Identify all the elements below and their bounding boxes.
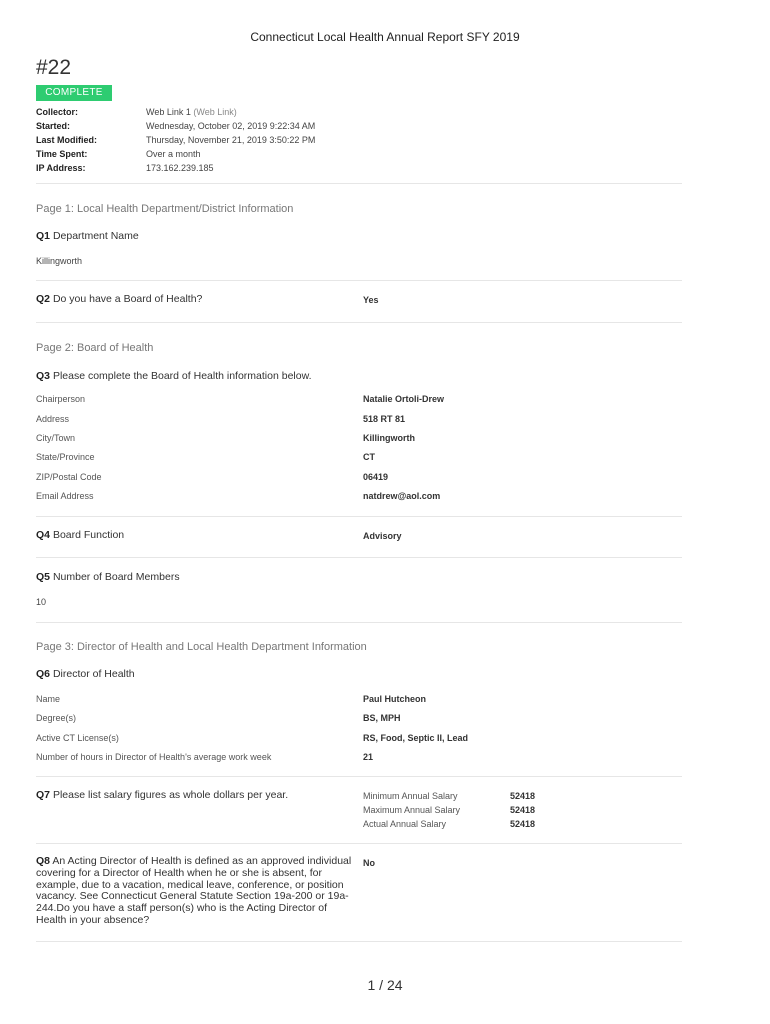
collector-sub: (Web Link) [193, 107, 237, 117]
q6-question [36, 668, 135, 680]
q7-row-label: Maximum Annual Salary [363, 805, 461, 815]
q3-row-label: State/Province [36, 452, 95, 462]
q7-row-value: 52418 [510, 791, 536, 801]
q7-row-value: 52418 [510, 805, 536, 815]
page1-heading: Page 1: Local Health Department/District Information [36, 203, 294, 215]
divider [36, 941, 682, 942]
q7-question [36, 789, 288, 801]
q3-number: Q3 [36, 370, 51, 382]
q6-row-value: RS, Food, Septic II, Lead [363, 733, 469, 743]
q8-number: Q8 [36, 855, 51, 867]
q3-row-value: Natalie Ortoli-Drew [363, 394, 445, 404]
q1-number: Q1 [36, 230, 51, 242]
q3-row-label: City/Town [36, 433, 76, 443]
divider [36, 776, 682, 777]
q3-row-value: Killingworth [363, 433, 415, 443]
q5-number: Q5 [36, 571, 51, 583]
q3-row-value: 06419 [363, 472, 389, 482]
divider [36, 843, 682, 844]
status-badge: COMPLETE [36, 85, 112, 101]
q7-number: Q7 [36, 789, 51, 801]
divider [36, 622, 682, 623]
ip-value: 173.162.239.185 [146, 163, 214, 173]
q7-row-label: Actual Annual Salary [363, 819, 447, 829]
q2-number: Q2 [36, 293, 51, 305]
q3-row-value: CT [363, 452, 375, 462]
divider [36, 280, 682, 281]
q3-row-value: natdrew@aol.com [363, 491, 441, 501]
q6-text: Director of Health [52, 668, 135, 680]
page2-heading: Page 2: Board of Health [36, 342, 154, 354]
ip-label: IP Address: [36, 163, 86, 173]
page-number: 1 / 24 [367, 977, 403, 993]
q8-question [36, 856, 354, 927]
q6-row-value: 21 [363, 752, 374, 762]
q8-text: An Acting Director of Health is defined as an approved individual covering for a Director of Health when he or she is absent, for example, due to a vacation, medical leave, conference, or position vacancy. See Connecticut General Statute Section 19a-200 or 19a-244.Do you have a staff person(s) who is the Acting Director of Health in your absence? [36, 855, 352, 926]
collector-label: Collector: [36, 107, 79, 117]
q3-row-label: Chairperson [36, 394, 86, 404]
collector-name: Web Link 1 [146, 107, 191, 117]
q6-row-label: Number of hours in Director of Health's average work week [36, 752, 272, 762]
q7-text: Please list salary figures as whole dollars per year. [52, 789, 289, 801]
q1-question [36, 230, 139, 242]
modified-label: Last Modified: [36, 135, 97, 145]
document-title: Connecticut Local Health Annual Report SFY 2019 [250, 30, 520, 44]
q4-answer: Advisory [363, 531, 402, 541]
started-label: Started: [36, 121, 71, 131]
q8-answer: No [363, 858, 375, 868]
q3-text: Please complete the Board of Health information below. [52, 370, 312, 382]
q6-row-value: Paul Hutcheon [363, 694, 427, 704]
started-value: Wednesday, October 02, 2019 9:22:34 AM [146, 121, 316, 131]
time-spent-value: Over a month [146, 149, 201, 159]
divider [36, 557, 682, 558]
q2-answer: Yes [363, 295, 379, 305]
q6-row-label: Degree(s) [36, 713, 77, 723]
response-number: #22 [36, 56, 72, 79]
q4-question [36, 529, 124, 541]
q3-question [36, 370, 312, 382]
divider [36, 183, 682, 184]
q6-row-label: Name [36, 694, 61, 704]
q6-row-label: Active CT License(s) [36, 733, 119, 743]
time-spent-label: Time Spent: [36, 149, 88, 159]
q6-number: Q6 [36, 668, 51, 680]
q3-row-label: ZIP/Postal Code [36, 472, 102, 482]
q1-answer: Killingworth [36, 256, 83, 266]
q2-question [36, 293, 202, 305]
q7-row-value: 52418 [510, 819, 536, 829]
page3-heading: Page 3: Director of Health and Local Health Department Information [36, 641, 367, 653]
modified-value: Thursday, November 21, 2019 3:50:22 PM [146, 135, 316, 145]
q3-row-value: 518 RT 81 [363, 414, 406, 424]
q4-number: Q4 [36, 529, 51, 541]
q3-row-label: Address [36, 414, 70, 424]
q5-answer: 10 [36, 597, 47, 607]
collector-value [146, 107, 237, 117]
q5-text: Number of Board Members [52, 571, 180, 583]
q7-row-label: Minimum Annual Salary [363, 791, 458, 801]
q1-text: Department Name [52, 230, 139, 242]
q4-text: Board Function [52, 529, 125, 541]
divider [36, 322, 682, 323]
q6-row-value: BS, MPH [363, 713, 401, 723]
q5-question [36, 571, 180, 583]
q2-text: Do you have a Board of Health? [52, 293, 203, 305]
q3-row-label: Email Address [36, 491, 94, 501]
divider [36, 516, 682, 517]
